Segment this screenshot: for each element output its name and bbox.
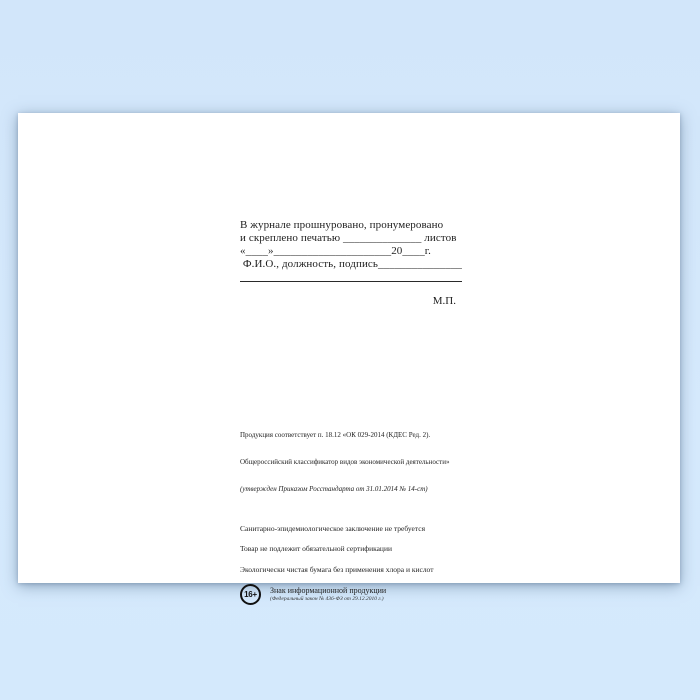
cert-line-2: и скреплено печатью ______________ листов [240,232,457,244]
classifier-note-line-3: (утвержден Приказом Росстандарта от 31.01.2014 № 14-ст) [240,485,428,493]
journal-back-page [18,113,680,602]
certification-block [240,219,462,307]
sanitary-statement: Санитарно-эпидемиологическое заключение не требуется [240,523,426,533]
classifier-note [240,413,480,512]
classifier-note-line-2: Общероссийский классификатор видов экономической деятельности» [240,458,450,466]
age-rating-16-badge: 16+ [240,584,261,605]
certification-statement: Товар не подлежит обязательной сертификации [240,544,392,553]
info-product-sign-title: Знак информационной продукции [270,585,387,595]
cert-line-4: Ф.И.О., должность, подпись_______________ [240,258,463,270]
cert-line-1: В журнале прошнуровано, пронумеровано [240,219,444,231]
cert-line-3: «____»_____________________20____г. [240,245,432,257]
compliance-block [240,413,480,605]
info-product-sign-law: (Федеральный закон № 436-ФЗ от 29.12.2010 г.) [270,595,384,602]
info-product-sign [240,584,480,605]
stamp-place-label: М.П. [432,295,456,307]
classifier-note-line-1: Продукция соответствует п. 18.12 «ОК 029-2014 (КДЕС Ред. 2). [240,431,431,439]
signature-rule [240,281,462,282]
eco-statement: Экологически чистая бумага без применения хлора и кислот [240,564,434,574]
info-product-sign-text [270,584,386,603]
